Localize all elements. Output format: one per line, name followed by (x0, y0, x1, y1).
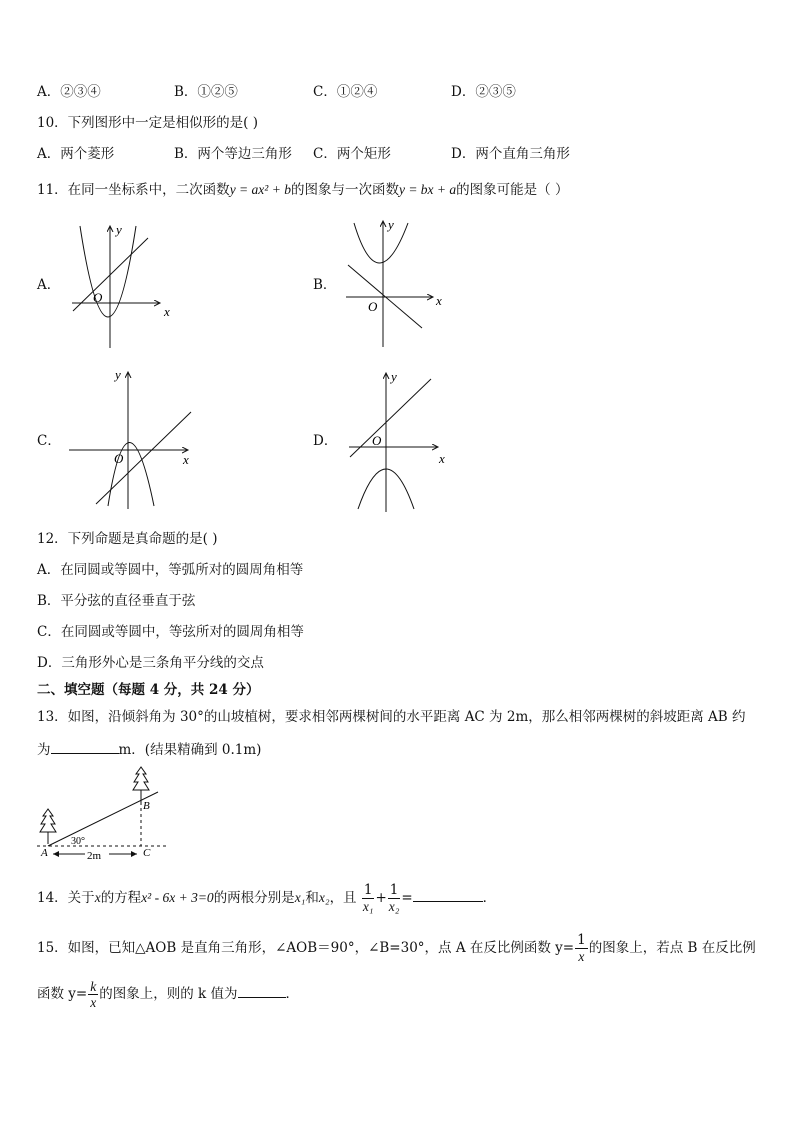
q15-line2-post: 的图象上，则的 k 值为 (99, 986, 238, 1002)
line (96, 412, 191, 504)
angle-label: 30° (71, 836, 85, 847)
q13-answer-blank (51, 739, 119, 754)
x-label: x (164, 304, 170, 319)
q10-option-a: A．两个菱形 (37, 146, 115, 162)
q10-option-b: B．两个等边三角形 (174, 146, 292, 162)
q14-mid: 的方程 (100, 890, 142, 906)
q11-graph-c (63, 364, 198, 514)
q14-equation: x² - 6x + 3=0 (141, 890, 214, 905)
q12-option-b: B．平分弦的直径垂直于弦 (37, 593, 196, 609)
y-label: y (115, 367, 121, 382)
q14-root2: x₂ (318, 890, 330, 905)
q11-label-c: C． (37, 433, 61, 449)
q15-end: ． (285, 986, 299, 1002)
origin-label: O (368, 299, 378, 314)
line (350, 379, 431, 457)
y-label: y (388, 217, 394, 232)
q13-line2-pre: 为 (37, 742, 51, 758)
q14-var-x: x (94, 890, 101, 905)
distance-label: 2m (87, 850, 102, 862)
q9-option-c: C．①②④ (313, 84, 378, 100)
q11-label-d: D． (313, 433, 338, 449)
q15-fraction-1-over-x: $\frac{1}{x}$ (577, 932, 586, 964)
q10-stem: 10．下列图形中一定是相似形的是( ) (37, 115, 259, 131)
x-label: x (183, 452, 189, 467)
section-heading: 二、填空题（每题 4 分，共 24 分） (37, 682, 260, 698)
x-label: x (436, 293, 442, 308)
q13-slope-figure (33, 764, 173, 864)
q9-option-b: B．①②⑤ (174, 84, 238, 100)
q11-linear-function: y = bx + a (398, 182, 457, 197)
parabola (354, 223, 408, 263)
q15-fraction-k-over-x: $\frac{k}{x}$ (90, 979, 97, 1010)
point-a-label: A (41, 847, 48, 859)
q14-fraction-2: $\frac{1}{\text{x₂}}$ (388, 882, 400, 914)
q14-mid3: ，且 (329, 890, 357, 906)
origin-label: O (114, 451, 124, 466)
q11-suffix: 的图象可能是（ ） (456, 182, 569, 198)
q11-label-b: B． (313, 277, 337, 293)
q11-graph-d (343, 367, 463, 517)
q13-line2-post: m．(结果精确到 0.1m) (118, 742, 262, 758)
q13-line1: 13．如图，沿倾斜角为 30°的山坡植树，要求相邻两棵树间的水平距离 AC 为 2m，那么相邻两棵树的斜坡距离 AB 约 (37, 709, 746, 725)
q14-mid2: 的两根分别是 (213, 890, 295, 906)
arrow-right-icon (131, 851, 137, 857)
origin-label: O (93, 290, 103, 305)
q9-option-a: A．②③④ (37, 84, 101, 100)
q12-option-c: C．在同圆或等圆中，等弦所对的圆周角相等 (37, 624, 304, 640)
q11-quadratic-function: y = ax² + b (229, 182, 291, 197)
q14-root1: x₁ (294, 890, 306, 905)
tree-a-icon (40, 809, 56, 844)
q12-option-a: A．在同圆或等圆中，等弧所对的圆周角相等 (37, 562, 304, 578)
q10-option-d: D．两个直角三角形 (451, 146, 570, 162)
q9-option-d: D．②③⑤ (451, 84, 516, 100)
q11-stem (37, 181, 568, 199)
q11-graph-b (338, 213, 458, 353)
tree-b-icon (133, 767, 149, 802)
point-c-label: C (143, 847, 151, 859)
q14-fraction-1: $\frac{1}{\text{x₁}}$ (362, 882, 374, 914)
y-label: y (391, 369, 397, 384)
y-label: y (116, 222, 122, 237)
q15-line1 (37, 930, 756, 966)
q14-equals: = (401, 890, 413, 906)
q11-mid: 的图象与一次函数 (290, 182, 399, 198)
q15-line1-pre: 15．如图，已知△AOB 是直角三角形，∠AOB＝90°，∠B=30°，点 A 在反比例函数 y= (37, 940, 575, 956)
q15-line1-post: 的图象上，若点 B 在反比例 (588, 940, 756, 956)
q12-option-d: D．三角形外心是三条角平分线的交点 (37, 655, 264, 671)
origin-label: O (372, 433, 382, 448)
q15-line2-pre: 函数 y= (37, 986, 88, 1002)
arrow-left-icon (53, 851, 59, 857)
q14-end: ． (482, 890, 497, 906)
q13-line2 (37, 739, 261, 759)
q10-option-c: C．两个矩形 (313, 146, 391, 162)
q14-answer-blank (413, 887, 483, 902)
q14-line: 14．关于x的方程x² - 6x + 3=0的两根分别是x₁和x₂，且 $\frac{1}{\text{x₁}}$ + $\frac{1}{\text{x₂}}$ = ． (37, 882, 497, 914)
point-b-label: B (143, 800, 150, 812)
q15-answer-blank (238, 983, 286, 998)
q14-pre: 14．关于 (37, 890, 95, 906)
q11-prefix: 11．在同一坐标系中，二次函数 (37, 182, 230, 198)
q15-line2 (37, 976, 299, 1012)
q12-stem: 12．下列命题是真命题的是( ) (37, 531, 218, 547)
q11-label-a: A． (37, 277, 61, 293)
q14-and: 和 (305, 890, 319, 906)
x-label: x (439, 451, 445, 466)
q11-graph-a (60, 218, 180, 358)
